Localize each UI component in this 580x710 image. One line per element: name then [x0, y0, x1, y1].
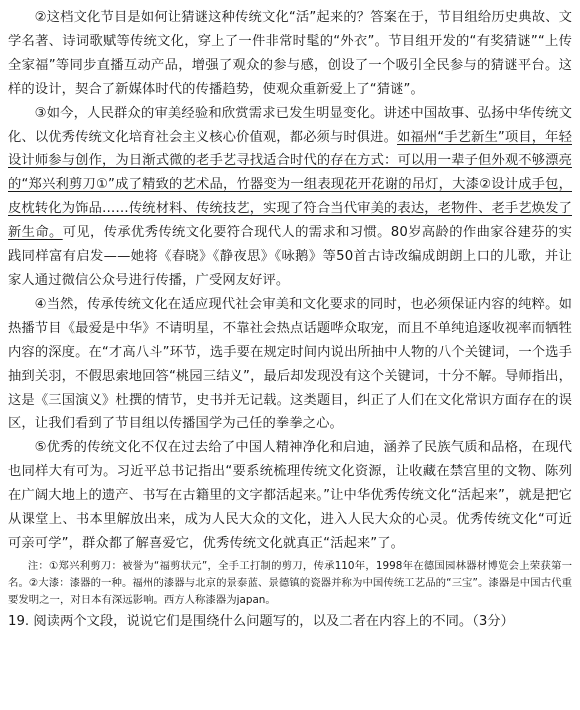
paragraph-3-intro: ③如今，人民群众的审美经验和欣赏需求已发生明显变化。讲述中国故事、弘扬中华传统文化、以优秀传统文化培育社会主义核心价值观，都必须与时俱进。 [8, 105, 572, 145]
paragraph-3-conclusion: 可见，传承优秀传统文化要符合现代人的需求和习惯。80岁高龄的作曲家谷建芬的实践同样富有启发——她将《春晓》《静夜思》《咏鹅》等50首古诗改编成朗朗上口的儿歌，并让家人通过微信公众号进行传播，广受网友好评。 [8, 225, 572, 288]
footnote-text: 注：①郑兴利剪刀：被誉为“福剪状元”，全手工打制的剪刀，传承110年，1998年在德国园林器材博览会上荣获第一名。②大漆：漆器的一种。福州的漆器与北京的景泰蓝、景德镇的瓷器并称为中国传统工艺品的“三宝”。漆器是中国古代重要发明之一，对日本有深远影响。西方人称漆器为japan。 [8, 559, 572, 607]
paragraph-2: ②这档文化节目是如何让猜谜这种传统文化“活”起来的？答案在于，节目组给历史典故、文学名著、诗词歌赋等传统文化，穿上了一件非常时髦的“外衣”。节目组开发的“有奖猜谜”“上传全家福”等同步直播互动产品，增强了观众的参与感，创设了一个吸引全民参与的猜谜平台。这样的设计，契合了新媒体时代的传播趋势，使观众重新爱上了“猜谜”。 [8, 10, 572, 97]
footnotes [8, 558, 572, 610]
paragraph-3 [8, 102, 572, 293]
paragraph-3-underlined-example: 如福州“手艺新生”项目，年轻设计师参与创作，为日渐式微的老手艺寻找适合时代的存在方式：可以用一辈子但外观不够漂亮的“郑兴利剪刀①”成了精致的艺术品，竹器变为一组表现花开花谢的吊灯，大漆②设计成手包，皮枕转化为饰品……传统材料、传统技艺，实现了符合当代审美的表达，老物件、老手艺焕发了新生命。 [8, 129, 572, 241]
question-19: 19. 阅读两个文段，说说它们是围绕什么问题写的，以及二者在内容上的不同。（3分） [8, 614, 514, 630]
paragraph-4: ④当然，传承传统文化在适应现代社会审美和文化要求的同时，也必须保证内容的纯粹。如热播节目《最爱是中华》不请明星，不靠社会热点话题哗众取宠，而且不单纯追逐收视率而牺牲内容的深度。在“才高八斗”环节，选手要在规定时间内说出所抽中人物的八个关键词，一个选手抽到关羽，不假思索地回答“桃园三结义”，最后却发现没有这个关键词，十分不解。导师指出，这是《三国演义》杜撰的情节，史书并无记载。这类题目，纠正了人们在文化常识方面存在的误区，让我们看到了节目组以传播国学为己任的拳拳之心。 [8, 296, 572, 432]
paragraph-5: ⑤优秀的传统文化不仅在过去给了中国人精神净化和启迪，涵养了民族气质和品格，在现代也同样大有可为。习近平总书记指出“要系统梳理传统文化资源，让收藏在禁宫里的文物、陈列在广阔大地上的遗产、书写在古籍里的文字都活起来。”让中华优秀传统文化“活起来”，就是把它从课堂上、书本里解放出来，成为人民大众的文化，进入人民大众的心灵。优秀传统文化“可近可亲可学”，群众都了解喜爱它，优秀传统文化就真正“活起来”了。 [8, 440, 572, 551]
